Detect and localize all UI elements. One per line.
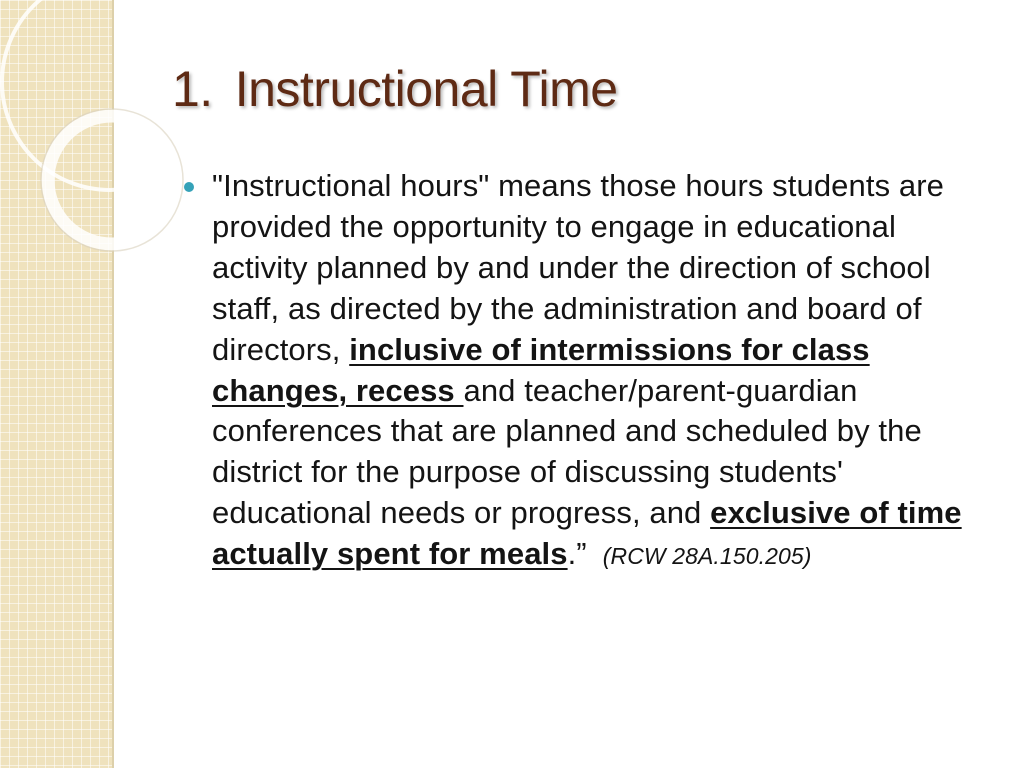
definition-text-part-2: and teacher/parent-guardian conferences that are planned and scheduled by the district for the purpose of discussing students' educational needs or progress, and xyxy=(212,372,922,531)
highlight-inclusive: inclusive of intermissions for class changes, recess xyxy=(212,331,870,408)
slide-body xyxy=(184,166,994,577)
definition-text-part-1: "Instructional hours" means those hours students are provided the opportunity to engage in educational activity planned by and under the direction of school staff, as directed by the administration and board of directors, xyxy=(212,168,944,367)
bullet-item xyxy=(184,166,994,577)
definition-paragraph xyxy=(212,166,994,577)
highlight-exclusive: exclusive of time actually spent for meals xyxy=(212,495,962,572)
rcw-citation: (RCW 28A.150.205) xyxy=(602,543,812,570)
slide-title xyxy=(172,62,618,117)
bullet-dot-icon xyxy=(184,182,194,192)
title-text: Instructional Time xyxy=(234,61,618,117)
title-number: 1. xyxy=(172,61,213,117)
closing-quote: .” xyxy=(567,536,587,572)
